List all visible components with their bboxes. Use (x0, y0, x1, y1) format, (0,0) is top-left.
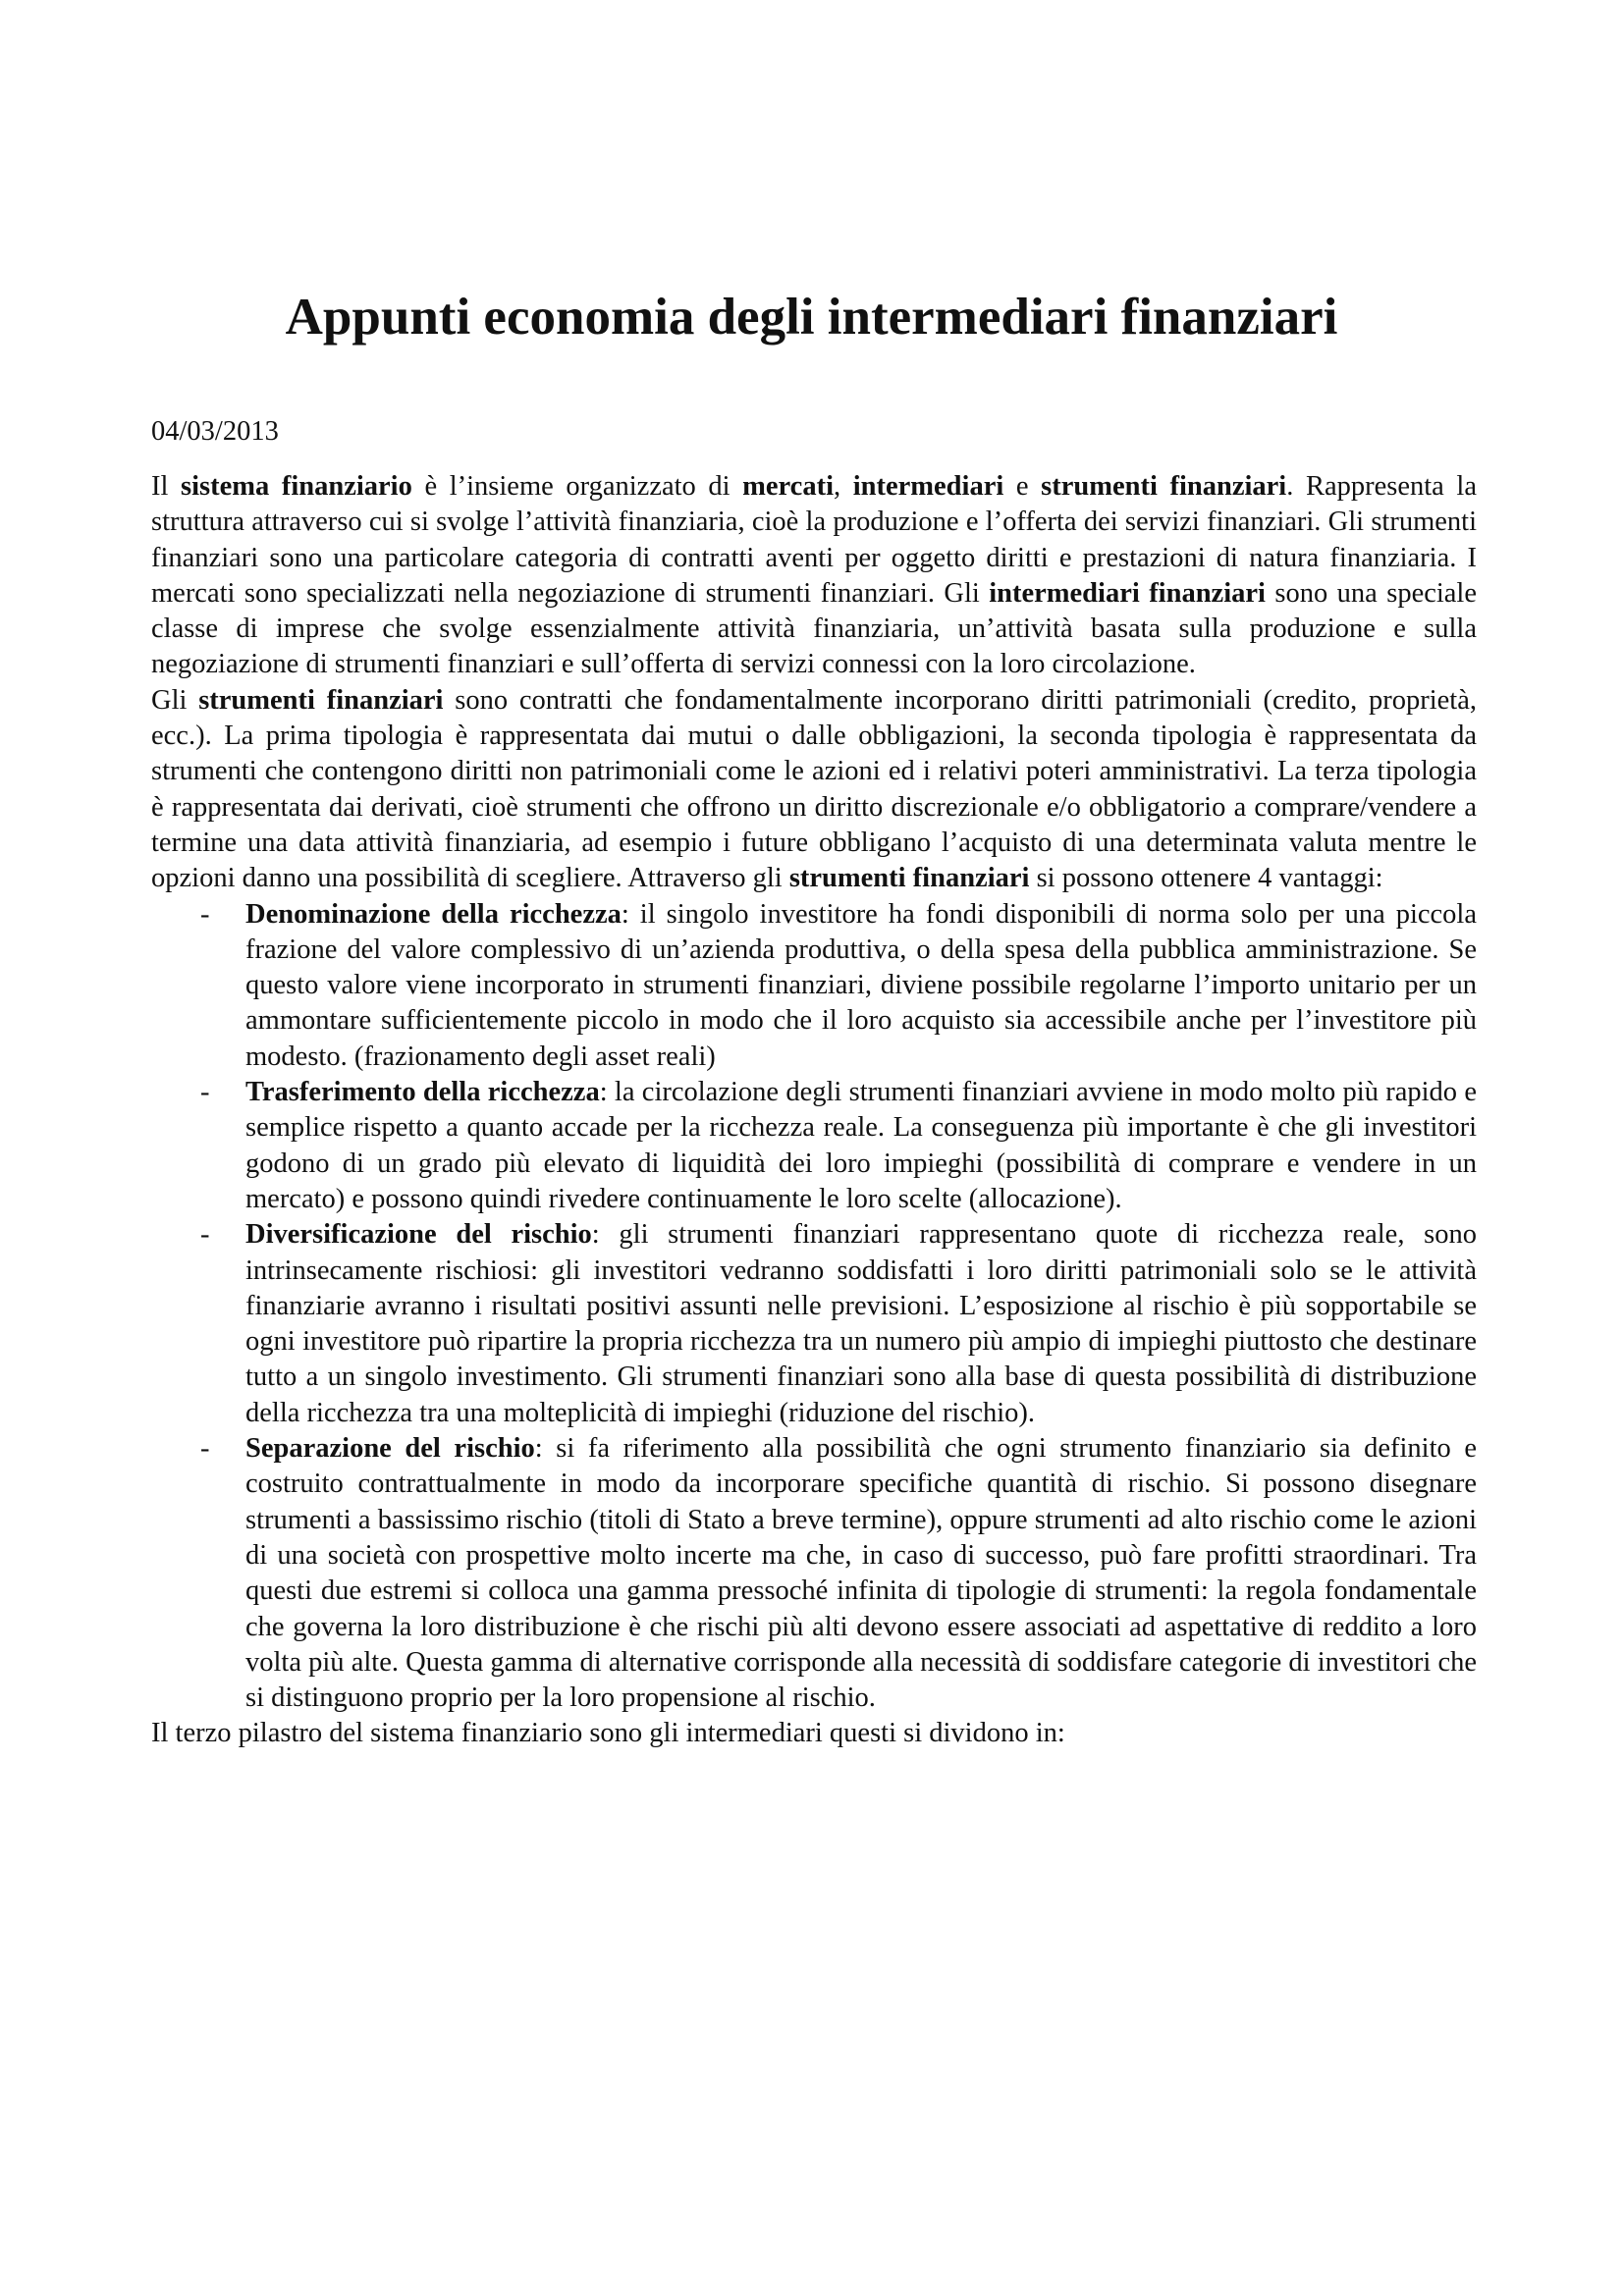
bold-term: sistema finanziario (181, 471, 412, 502)
paragraph-financial-instruments (151, 683, 1477, 897)
advantages-list (151, 897, 1477, 1717)
bold-term: mercati (742, 471, 834, 502)
list-item-denominazione (151, 897, 1477, 1075)
list-item-text: : si fa riferimento alla possibilità che ogni strumento finanziario sia definito e costruito contrattualmente in modo da incorporare specifiche quantità di rischio. Si possono disegnare strumenti a bassissimo rischio (titoli di Stato a breve termine), oppure strumenti ad alto rischio come le azioni di una società con prospettive molto incerte ma che, in caso di successo, può fare profitti straordinari. Tra questi due estremi si colloca una gamma pressoché infinita di tipologie di strumenti: la regola fondamentale che governa la loro distribuzione è che rischi più alti devono essere associati ad aspettative di reddito a loro volta più alte. Questa gamma di alternative corrisponde alla necessità di soddisfare categorie di investitori che si distinguono proprio per la loro propensione al rischio. (245, 1433, 1477, 1714)
list-item-diversificazione (151, 1217, 1477, 1431)
text-run: e (1003, 471, 1042, 502)
paragraph-closing: Il terzo pilastro del sistema finanziario sono gli intermediari questi si dividono in: (151, 1718, 1065, 1749)
list-item-term: Separazione del rischio (245, 1433, 535, 1465)
bold-term: strumenti finanziari (1041, 471, 1287, 502)
text-run: si possono ottenere 4 vantaggi: (1029, 863, 1383, 894)
list-dash: - (200, 1433, 210, 1465)
list-item-term: Diversificazione del rischio (245, 1219, 592, 1251)
bold-term: intermediari finanziari (989, 577, 1266, 609)
list-item-term: Denominazione della ricchezza (245, 898, 622, 930)
text-run: . Rappresenta la struttura attraverso cui si svolge l’attività finanziaria, cioè la produzione e l’offerta dei servizi finanziari. Gli strumenti finanziari sono una particolare categoria di contratti aventi per oggetto diritti e prestazioni di natura finanziaria. I mercati sono specializzati nella negoziazione di strumenti finanziari. Gli (151, 471, 1477, 609)
list-dash: - (200, 898, 210, 930)
text-run: sono contratti che fondamentalmente incorporano diritti patrimoniali (credito, proprietà, ecc.). La prima tipologia è rappresentata dai mutui o dalle obbligazioni, la seconda tipologia è rappresentata da strumenti che contengono diritti non patrimoniali come le azioni ed i relativi poteri amministrativi. La terza tipologia è rappresentata dai derivati, cioè strumenti che offrono un diritto discrezionale e/o obbligatorio a comprare/vendere a termine una data attività finanziaria, ad esempio i future obbligano l’acquisto di una determinata valuta mentre le opzioni danno una possibilità di scegliere. Attraverso gli (151, 684, 1477, 894)
list-item-trasferimento (151, 1075, 1477, 1217)
document-body (151, 455, 1477, 1752)
list-dash: - (200, 1077, 210, 1108)
list-item-separazione (151, 1431, 1477, 1716)
list-dash: - (200, 1219, 210, 1251)
paragraph-financial-system (151, 469, 1477, 683)
document-date: 04/03/2013 (151, 416, 279, 447)
text-run: Il (151, 471, 182, 502)
list-item-text: : la circolazione degli strumenti finanziari avviene in modo molto più rapido e semplice rispetto a quanto accade per la ricchezza reale. La conseguenza più importante è che gli investitori godono di un grado più elevato di liquidità dei loro impieghi (possibilità di comprare e vendere in un mercato) e possono quindi rivedere continuamente le loro scelte (allocazione). (245, 1077, 1478, 1214)
text-run: è l’insieme organizzato di (411, 471, 743, 502)
text-run: Gli (151, 684, 199, 716)
list-item-text: : gli strumenti finanziari rappresentano quote di ricchezza reale, sono intrinsecamente rischiosi: gli investitori vedranno soddisfatti i loro diritti patrimoniali solo se le attività finanziarie avranno i risultati positivi assunti nelle previsioni. L’esposizione al rischio è più sopportabile se ogni investitore può ripartire la propria ricchezza tra un numero più ampio di impieghi piuttosto che destinare tutto a un singolo investimento. Gli strumenti finanziari sono alla base di questa possibilità di distribuzione della ricchezza tra una molteplicità di impieghi (riduzione del rischio). (245, 1219, 1477, 1428)
text-run: sono una speciale classe di imprese che svolge essenzialmente attività finanziaria, un’attività basata sulla produzione e sulla negoziazione di strumenti finanziari e sull’offerta di servizi connessi con la loro circolazione. (151, 577, 1478, 680)
bold-term: intermediari (852, 471, 1004, 502)
list-item-term: Trasferimento della ricchezza (245, 1077, 600, 1108)
list-item-text: : il singolo investitore ha fondi disponibili di norma solo per una piccola frazione del valore complessivo di un’azienda produttiva, o della spesa della pubblica amministrazione. Se questo valore viene incorporato in strumenti finanziari, diviene possibile regolarne l’importo unitario per un ammontare sufficientemente piccolo in modo che il loro acquisto sia accessibile anche per l’investitore più modesto. (frazionamento degli asset reali) (245, 898, 1477, 1072)
text-run: , (834, 471, 853, 502)
bold-term: strumenti finanziari (788, 863, 1030, 894)
page-title: Appunti economia degli intermediari finanziari (285, 289, 1338, 346)
bold-term: strumenti finanziari (198, 684, 444, 716)
